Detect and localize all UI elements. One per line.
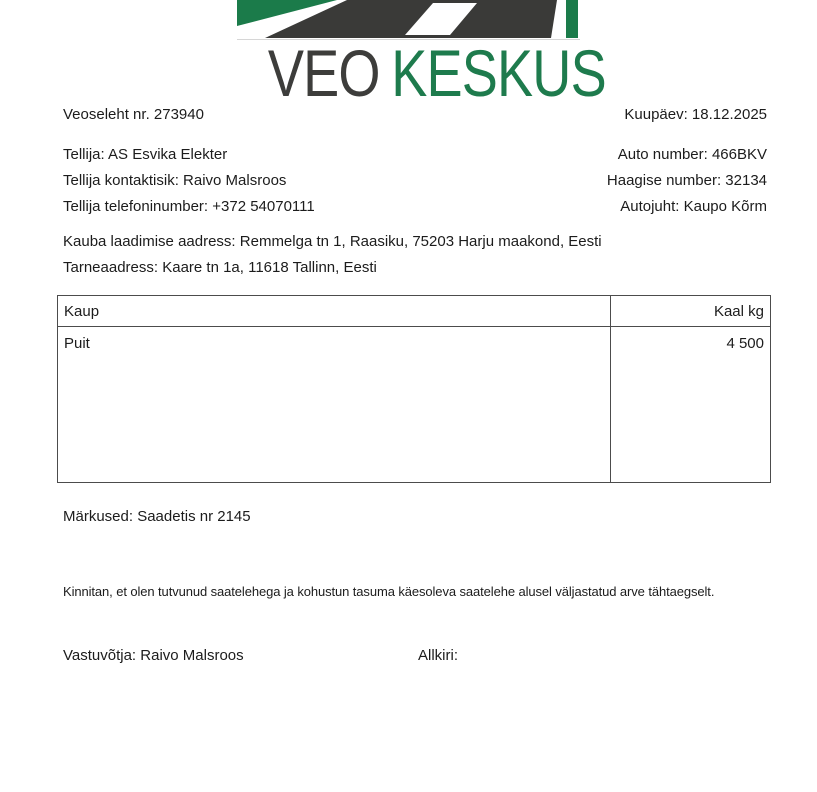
company-logo xyxy=(237,0,606,110)
goods-table-header xyxy=(58,296,770,327)
goods-table-row xyxy=(58,327,770,482)
road-logo-icon xyxy=(237,0,580,40)
orderer-phone: Tellija telefoninumber: +372 54070111 xyxy=(63,198,315,215)
confirmation-statement: Kinnitan, et olen tutvunud saatelehega ja kohustun tasuma käesoleva saatelehe alusel väljastatud arve tähtaegselt. xyxy=(63,584,715,599)
waybill-number: Veoseleht nr. 273940 xyxy=(63,106,204,123)
orderer-name: Tellija: AS Esvika Elekter xyxy=(63,146,228,163)
auto-number: Auto number: 466BKV xyxy=(617,146,767,163)
driver-name: Autojuht: Kaupo Kõrm xyxy=(620,198,767,215)
signature-label: Allkiri: xyxy=(418,647,458,664)
weight-cell: 4 500 xyxy=(726,335,764,352)
trailer-number: Haagise number: 32134 xyxy=(606,172,767,189)
column-header-goods: Kaup xyxy=(58,296,611,326)
notes-line: Märkused: Saadetis nr 2145 xyxy=(63,508,251,525)
logo-text-keskus: KESKUS xyxy=(391,36,606,110)
column-header-weight: Kaal kg xyxy=(713,302,764,320)
logo-text-veo: VEO xyxy=(267,36,380,110)
company-name xyxy=(267,36,606,110)
document-date: Kuupäev: 18.12.2025 xyxy=(624,106,767,123)
delivery-address: Tarneaadress: Kaare tn 1a, 11618 Tallinn, Eesti xyxy=(63,259,377,276)
loading-address: Kauba laadimise aadress: Remmelga tn 1, Raasiku, 75203 Harju maakond, Eesti xyxy=(63,233,602,250)
receiver-name: Vastuvõtja: Raivo Malsroos xyxy=(63,647,244,664)
goods-cell: Puit xyxy=(58,327,611,482)
orderer-contact: Tellija kontaktisik: Raivo Malsroos xyxy=(63,172,287,189)
goods-table xyxy=(57,295,771,483)
